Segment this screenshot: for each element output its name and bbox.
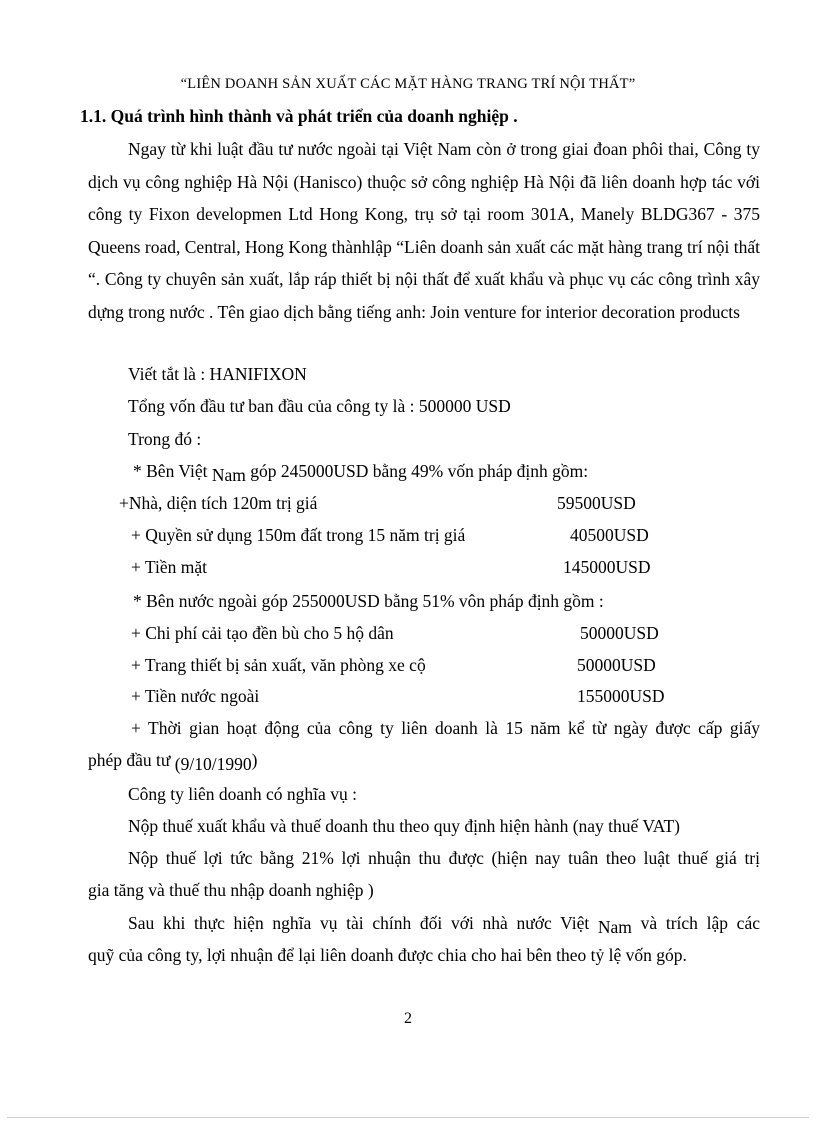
intro-paragraph: Ngay từ khi luật đầu tư nước ngoài tại Việt Nam còn ở trong giai đoan phôi thai, Công ty dịch vụ công nghiệp Hà Nội (Hanisco) thuộc sở công nghiệp Hà Nội đã liên doanh hợp tác với công ty Fixon developmen Ltd Hong Kong, trụ sở tại room 301A, Manely BLDG367 - 375 Queens road, Central, Hong Kong thànhlập “Liên doanh sản xuất các mặt hàng trang trí nội thất “. Công ty chuyên sản xuất, lắp ráp thiết bị nội thất để xuất khẩu và phục vụ các công trình xây dựng trong nước . Tên giao dịch bằng tiếng anh: Join venture for interior decoration products (88, 139, 760, 322)
page-bottom-border (7, 1117, 809, 1118)
duration-line-2-after: ) (251, 750, 258, 770)
obligation-2-line-1: Nộp thuế lợi tức bằng 21% lợi nhuận thu được (hiện nay tuân theo luật thuế giá trị (128, 848, 760, 868)
foreign-side-line: * Bên nước ngoài góp 255000USD bằng 51% vôn pháp định gồm : (133, 591, 604, 611)
profit-line-1-before: Sau khi thực hiện nghĩa vụ tài chính đối với nhà nước Việt (128, 913, 598, 933)
vietnam-side-after: góp 245000USD bằng 49% vốn pháp định gồm: (245, 461, 589, 481)
foreign-item-label: + Chi phí cải tạo đền bù cho 5 hộ dân (131, 623, 394, 643)
vietnam-item-amount: 59500USD (557, 493, 636, 513)
vietnam-item-label: + Tiền mặt (131, 557, 207, 577)
duration-line-1: + Thời gian hoạt động của công ty liên doanh là 15 năm kể từ ngày được cấp giấy (131, 718, 760, 738)
license-date: (9/10/1990 (174, 754, 252, 774)
page-number: 2 (404, 1010, 412, 1027)
profit-line-1-after: và trích lập các (631, 913, 760, 933)
total-capital-line: Tổng vốn đầu tư ban đầu của công ty là : 500000 USD (128, 396, 511, 416)
profit-line-1 (128, 913, 760, 937)
vietnam-item-label: + Quyền sử dụng 150m đất trong 15 năm trị giá (131, 525, 466, 545)
foreign-item-amount: 50000USD (577, 655, 656, 675)
duration-line-2-before: phép đầu tư (88, 750, 175, 770)
foreign-item-amount: 50000USD (580, 623, 659, 643)
of-which-line: Trong đó : (128, 429, 202, 449)
section-heading: 1.1. Quá trình hình thành và phát triển của doanh nghiệp . (80, 106, 518, 126)
vietnam-side-line (133, 461, 589, 485)
document-title: “LIÊN DOANH SẢN XUẤT CÁC MẶT HÀNG TRANG TRÍ NỘI THẤT” (180, 76, 636, 92)
vietnam-item-amount: 145000USD (563, 557, 651, 577)
vietnam-side-before: * Bên Việt (133, 461, 212, 481)
foreign-item-label: + Trang thiết bị sản xuất, văn phòng xe cộ (131, 655, 426, 675)
abbreviation-line: Viết tắt là : HANIFIXON (128, 364, 307, 384)
vietnam-side-lowered: Nam (211, 465, 246, 485)
foreign-item-amount: 155000USD (577, 686, 665, 706)
duration-line-2 (88, 750, 258, 774)
vietnam-item-amount: 40500USD (570, 525, 649, 545)
vietnam-item-label: +Nhà, diện tích 120m trị giá (119, 493, 318, 513)
obligation-2-line-2: gia tăng và thuế thu nhập doanh nghiệp ) (88, 880, 374, 900)
obligation-1: Nộp thuế xuất khẩu và thuế doanh thu theo quy định hiện hành (nay thuế VAT) (128, 816, 680, 836)
foreign-item-label: + Tiền nước ngoài (131, 686, 260, 706)
profit-line-1-lowered: Nam (597, 917, 632, 937)
profit-line-2: quỹ của công ty, lợi nhuận để lại liên doanh được chia cho hai bên theo tỷ lệ vốn góp. (88, 945, 687, 965)
obligations-heading: Công ty liên doanh có nghĩa vụ : (128, 784, 357, 804)
